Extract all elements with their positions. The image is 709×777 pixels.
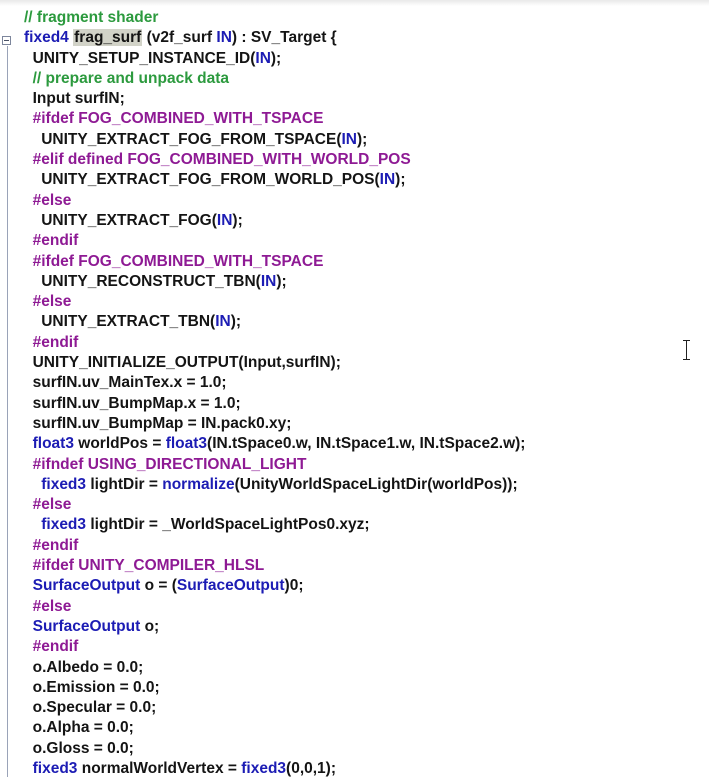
code-token-plain: o.Specular = 0.0; <box>24 699 157 717</box>
code-line[interactable] <box>24 658 525 678</box>
code-line[interactable] <box>24 718 525 738</box>
code-token-plain: worldPos = <box>73 435 166 453</box>
code-line[interactable] <box>24 759 525 777</box>
code-line[interactable] <box>24 333 525 353</box>
code-token-keyword: SurfaceOutput <box>24 617 141 635</box>
code-line[interactable] <box>24 8 525 28</box>
code-token-plain: UNITY_INITIALIZE_OUTPUT(Input,surfIN); <box>24 354 341 372</box>
code-token-plain: UNITY_EXTRACT_FOG_FROM_WORLD_POS( <box>24 171 380 189</box>
code-token-directive: #ifndef USING_DIRECTIONAL_LIGHT <box>24 455 307 473</box>
code-token-keyword: float3 <box>24 435 74 453</box>
code-token-plain: ) : SV_Target { <box>231 29 337 47</box>
fold-guide-line <box>7 46 8 777</box>
code-token-plain: UNITY_SETUP_INSTANCE_ID( <box>24 49 256 67</box>
code-line[interactable] <box>24 252 525 272</box>
code-line[interactable] <box>24 292 525 312</box>
code-token-comment: // prepare and unpack data <box>24 69 230 87</box>
code-line[interactable] <box>24 312 525 332</box>
code-token-directive: #endif <box>24 638 79 656</box>
code-line[interactable] <box>24 739 525 759</box>
code-token-plain: (0,0,1); <box>286 759 337 777</box>
code-line[interactable] <box>24 49 525 69</box>
code-token-directive: #else <box>24 191 72 209</box>
code-token-plain: (UnityWorldSpaceLightDir(worldPos)); <box>234 475 518 493</box>
code-token-plain: UNITY_RECONSTRUCT_TBN( <box>24 272 261 290</box>
code-token-comment: // fragment shader <box>24 9 159 26</box>
code-token-plain: o; <box>140 617 160 635</box>
code-token-keyword: IN <box>379 171 396 189</box>
top-edge-shadow <box>0 0 709 6</box>
code-line[interactable] <box>24 556 525 576</box>
code-line[interactable] <box>24 170 525 190</box>
code-line[interactable] <box>24 150 525 170</box>
code-token-keyword: IN <box>216 211 233 229</box>
code-token-directive: #endif <box>24 536 79 554</box>
code-token-keyword: SurfaceOutput <box>24 577 141 595</box>
code-token-plain: (IN.tSpace0.w, IN.tSpace1.w, IN.tSpace2.w); <box>207 435 526 453</box>
code-line[interactable] <box>24 231 525 251</box>
code-token-plain: (v2f_surf <box>142 29 217 47</box>
code-token-directive: #ifdef UNITY_COMPILER_HLSL <box>24 557 265 575</box>
code-token-plain: normalWorldVertex = <box>77 759 242 777</box>
code-token-plain: o.Alpha = 0.0; <box>24 719 134 737</box>
code-token-plain: UNITY_EXTRACT_TBN( <box>24 313 216 331</box>
code-token-plain: ); <box>357 130 368 148</box>
code-line[interactable] <box>24 191 525 211</box>
code-token-directive: #endif <box>24 232 79 250</box>
highlighted-token: frag_surf <box>74 29 142 47</box>
code-token-directive: #else <box>24 293 72 311</box>
fold-minus-icon[interactable] <box>2 36 11 45</box>
code-line[interactable] <box>24 536 525 556</box>
code-line[interactable] <box>24 69 525 89</box>
code-line[interactable] <box>24 28 525 48</box>
code-line[interactable] <box>24 515 525 535</box>
code-line[interactable] <box>24 678 525 698</box>
code-token-plain: UNITY_EXTRACT_FOG_FROM_TSPACE( <box>24 130 342 148</box>
code-line[interactable] <box>24 353 525 373</box>
code-token-directive: #ifdef FOG_COMBINED_WITH_TSPACE <box>24 110 324 128</box>
code-token-keyword: fixed3 <box>241 759 287 777</box>
code-token-plain: ); <box>230 313 242 331</box>
code-token-directive: #ifdef FOG_COMBINED_WITH_TSPACE <box>24 252 324 270</box>
code-token-plain: surfIN.uv_BumpMap.x = 1.0; <box>24 394 241 412</box>
fold-gutter <box>0 0 14 777</box>
code-line[interactable] <box>24 211 525 231</box>
code-token-keyword: IN <box>341 130 357 148</box>
code-token-plain: lightDir = <box>86 475 163 493</box>
code-token-keyword: fixed3 <box>24 475 87 493</box>
code-line[interactable] <box>24 475 525 495</box>
code-token-plain: ); <box>276 272 287 290</box>
code-token-plain: o.Emission = 0.0; <box>24 678 160 696</box>
code-token-directive: #elif defined FOG_COMBINED_WITH_WORLD_POS <box>24 151 411 169</box>
code-line[interactable] <box>24 597 525 617</box>
code-line[interactable] <box>24 394 525 414</box>
code-line[interactable] <box>24 89 525 109</box>
code-token-plain: ); <box>395 171 406 189</box>
text-cursor-icon <box>683 340 690 360</box>
code-token-plain: o = ( <box>140 577 177 595</box>
code-token-keyword: fixed4 <box>24 29 69 47</box>
code-text-area[interactable] <box>24 8 525 777</box>
code-token-directive: #else <box>24 496 72 514</box>
code-token-keyword: IN <box>260 272 277 290</box>
code-token-plain: )0; <box>284 577 304 595</box>
code-token-plain: ); <box>270 49 282 67</box>
code-token-keyword: IN <box>215 313 231 331</box>
code-line[interactable] <box>24 576 525 596</box>
code-token-plain: o.Albedo = 0.0; <box>24 658 144 676</box>
code-line[interactable] <box>24 272 525 292</box>
code-token-plain: ); <box>232 211 243 229</box>
code-line[interactable] <box>24 373 525 393</box>
code-token-keyword: normalize <box>162 475 235 493</box>
code-token-keyword: IN <box>216 29 232 47</box>
code-token-plain: lightDir = _WorldSpaceLightPos0.xyz; <box>86 516 370 534</box>
code-line[interactable] <box>24 414 525 434</box>
code-token-plain: surfIN.uv_MainTex.x = 1.0; <box>24 374 227 392</box>
code-token-keyword: SurfaceOutput <box>176 577 285 595</box>
code-token-keyword: fixed3 <box>24 516 87 534</box>
code-line[interactable] <box>24 637 525 657</box>
code-line[interactable] <box>24 698 525 718</box>
code-line[interactable] <box>24 455 525 475</box>
code-token-keyword: fixed3 <box>24 759 78 777</box>
code-line[interactable] <box>24 617 525 637</box>
code-line[interactable] <box>24 434 525 454</box>
code-token-plain: UNITY_EXTRACT_FOG( <box>24 211 217 229</box>
code-token-plain: surfIN.uv_BumpMap = IN.pack0.xy; <box>24 414 292 432</box>
code-token-directive: #endif <box>24 333 79 351</box>
code-token-directive: #else <box>24 597 72 615</box>
code-token-plain: Input surfIN; <box>24 90 125 108</box>
code-line[interactable] <box>24 109 525 129</box>
code-token-keyword: IN <box>255 49 271 67</box>
code-token-plain: o.Gloss = 0.0; <box>24 739 134 757</box>
code-line[interactable] <box>24 495 525 515</box>
code-line[interactable] <box>24 130 525 150</box>
code-token-keyword: float3 <box>165 435 208 453</box>
